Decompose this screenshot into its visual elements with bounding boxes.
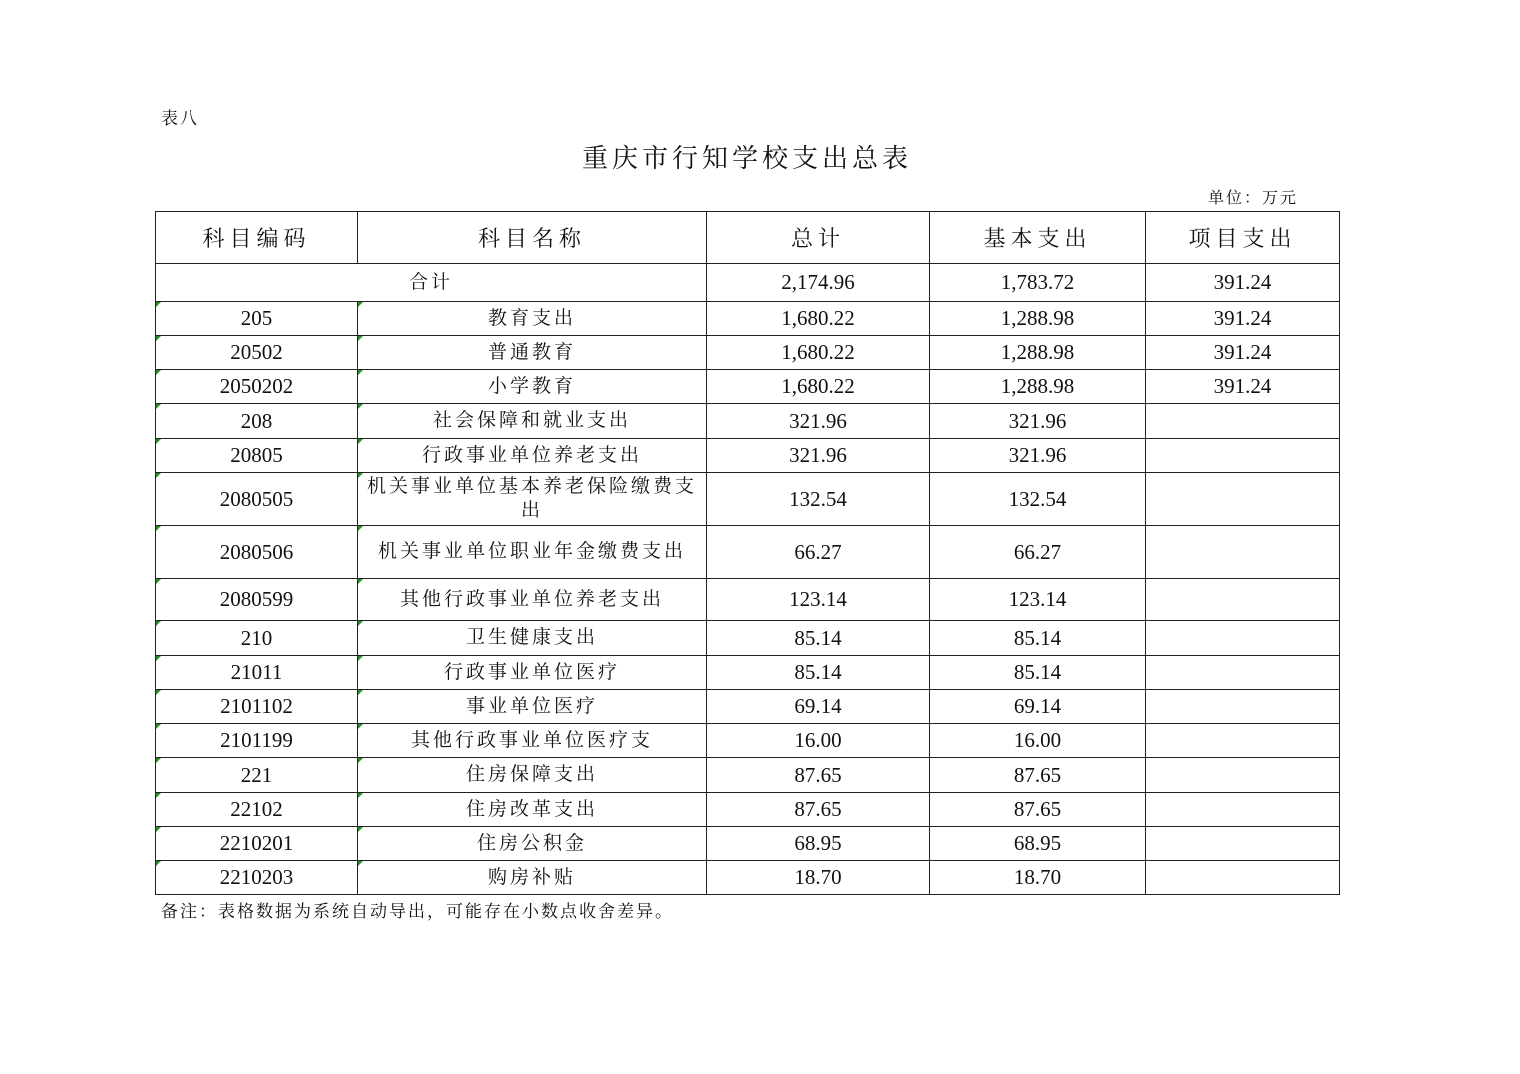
code-cell: 2210203 (156, 861, 358, 895)
code-cell: 205 (156, 302, 358, 336)
name-cell: 教育支出 (358, 302, 707, 336)
name-cell: 住房改革支出 (358, 793, 707, 827)
total-cell: 16.00 (707, 724, 930, 758)
total-cell: 85.14 (707, 656, 930, 690)
header-name: 科目名称 (358, 212, 707, 264)
name-cell: 其他行政事业单位医疗支 (358, 724, 707, 758)
code-cell: 2050202 (156, 370, 358, 404)
code-cell: 2101199 (156, 724, 358, 758)
name-cell: 住房公积金 (358, 827, 707, 861)
basic-cell: 1,288.98 (930, 370, 1146, 404)
table-row (156, 336, 1340, 370)
table-row (156, 439, 1340, 473)
project-cell: 391.24 (1146, 370, 1340, 404)
project-cell: 391.24 (1146, 336, 1340, 370)
name-cell: 卫生健康支出 (358, 621, 707, 656)
project-cell (1146, 724, 1340, 758)
table-row (156, 793, 1340, 827)
table-row (156, 690, 1340, 724)
total-cell: 123.14 (707, 579, 930, 621)
basic-cell: 132.54 (930, 473, 1146, 526)
table-body (156, 264, 1340, 895)
total-cell-total: 2,174.96 (707, 264, 930, 302)
code-cell: 210 (156, 621, 358, 656)
table-row (156, 370, 1340, 404)
table-row (156, 724, 1340, 758)
unit-label: 单位：万元 (1207, 188, 1298, 207)
project-cell (1146, 690, 1340, 724)
table-row (156, 579, 1340, 621)
total-cell: 68.95 (707, 827, 930, 861)
code-cell: 2080505 (156, 473, 358, 526)
project-cell (1146, 758, 1340, 793)
total-label: 合计 (156, 264, 707, 302)
code-cell: 208 (156, 404, 358, 439)
project-cell (1146, 827, 1340, 861)
table-row (156, 827, 1340, 861)
project-cell (1146, 579, 1340, 621)
table-row (156, 404, 1340, 439)
total-cell: 87.65 (707, 758, 930, 793)
basic-cell: 87.65 (930, 793, 1146, 827)
table-row (156, 621, 1340, 656)
project-cell: 391.24 (1146, 302, 1340, 336)
name-cell: 普通教育 (358, 336, 707, 370)
name-cell: 小学教育 (358, 370, 707, 404)
name-cell: 机关事业单位基本养老保险缴费支出 (358, 473, 707, 526)
basic-cell: 69.14 (930, 690, 1146, 724)
name-cell: 行政事业单位医疗 (358, 656, 707, 690)
table-label: 表八 (161, 109, 199, 129)
header-project: 项目支出 (1146, 212, 1340, 264)
total-cell: 18.70 (707, 861, 930, 895)
name-cell: 其他行政事业单位养老支出 (358, 579, 707, 621)
code-cell: 2080506 (156, 526, 358, 579)
code-cell: 2101102 (156, 690, 358, 724)
total-cell: 1,680.22 (707, 302, 930, 336)
basic-cell: 85.14 (930, 656, 1146, 690)
table-row (156, 526, 1340, 579)
expenditure-table (155, 211, 1340, 895)
code-cell: 20502 (156, 336, 358, 370)
project-cell (1146, 404, 1340, 439)
name-cell: 购房补贴 (358, 861, 707, 895)
table-row (156, 473, 1340, 526)
basic-cell: 18.70 (930, 861, 1146, 895)
project-cell (1146, 621, 1340, 656)
project-cell (1146, 861, 1340, 895)
name-cell: 行政事业单位养老支出 (358, 439, 707, 473)
total-cell-project: 391.24 (1146, 264, 1340, 302)
basic-cell: 123.14 (930, 579, 1146, 621)
total-cell: 66.27 (707, 526, 930, 579)
basic-cell: 321.96 (930, 439, 1146, 473)
name-cell: 社会保障和就业支出 (358, 404, 707, 439)
page-title: 重庆市行知学校支出总表 (581, 144, 912, 174)
project-cell (1146, 473, 1340, 526)
basic-cell: 85.14 (930, 621, 1146, 656)
code-cell: 2210201 (156, 827, 358, 861)
table-row (156, 302, 1340, 336)
project-cell (1146, 793, 1340, 827)
total-cell: 321.96 (707, 404, 930, 439)
code-cell: 21011 (156, 656, 358, 690)
basic-cell: 321.96 (930, 404, 1146, 439)
total-cell: 1,680.22 (707, 370, 930, 404)
basic-cell: 1,288.98 (930, 336, 1146, 370)
total-cell: 69.14 (707, 690, 930, 724)
total-cell: 85.14 (707, 621, 930, 656)
name-cell: 事业单位医疗 (358, 690, 707, 724)
total-cell: 132.54 (707, 473, 930, 526)
code-cell: 20805 (156, 439, 358, 473)
footnote: 备注：表格数据为系统自动导出，可能存在小数点收舍差异。 (161, 902, 674, 922)
total-cell: 321.96 (707, 439, 930, 473)
table-row (156, 758, 1340, 793)
total-row (156, 264, 1340, 302)
table-row (156, 656, 1340, 690)
basic-cell: 1,288.98 (930, 302, 1146, 336)
project-cell (1146, 439, 1340, 473)
total-cell: 87.65 (707, 793, 930, 827)
code-cell: 221 (156, 758, 358, 793)
total-cell-basic: 1,783.72 (930, 264, 1146, 302)
basic-cell: 68.95 (930, 827, 1146, 861)
basic-cell: 87.65 (930, 758, 1146, 793)
code-cell: 22102 (156, 793, 358, 827)
name-cell: 机关事业单位职业年金缴费支出 (358, 526, 707, 579)
header-basic: 基本支出 (930, 212, 1146, 264)
basic-cell: 16.00 (930, 724, 1146, 758)
header-total: 总计 (707, 212, 930, 264)
table-row (156, 861, 1340, 895)
code-cell: 2080599 (156, 579, 358, 621)
name-cell: 住房保障支出 (358, 758, 707, 793)
project-cell (1146, 656, 1340, 690)
header-row (156, 212, 1340, 264)
project-cell (1146, 526, 1340, 579)
header-code: 科目编码 (156, 212, 358, 264)
basic-cell: 66.27 (930, 526, 1146, 579)
total-cell: 1,680.22 (707, 336, 930, 370)
